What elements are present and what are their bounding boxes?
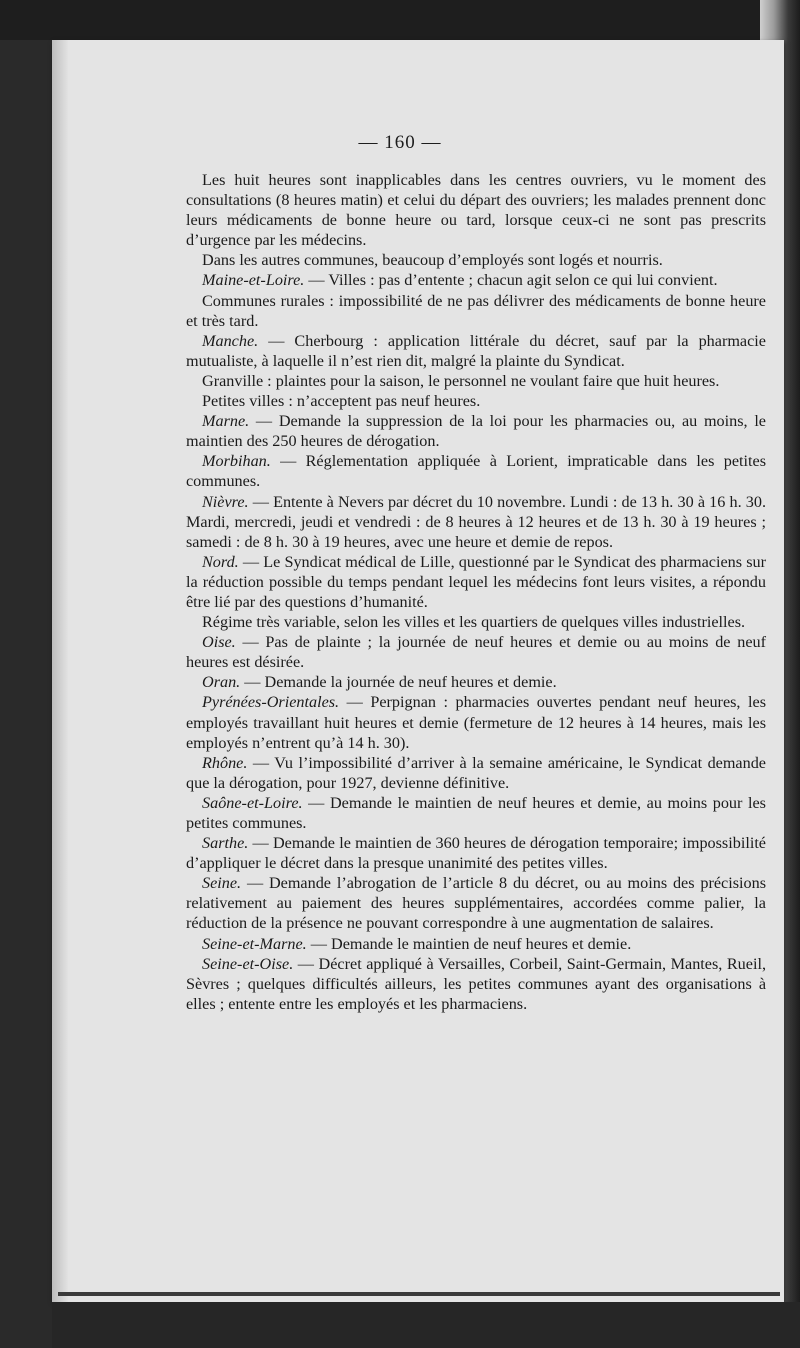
- paragraph: [186, 411, 766, 451]
- body-text: [186, 170, 766, 1014]
- paragraph-text: — Demande le maintien de neuf heures et demie, au moins pour les petites communes.: [186, 793, 766, 832]
- department-name: Seine-et-Oise.: [202, 954, 294, 973]
- paragraph: [186, 793, 766, 833]
- paragraph: [186, 391, 766, 411]
- paragraph: [186, 934, 766, 954]
- paragraph-text: — Le Syndicat médical de Lille, questionné par le Syndicat des pharmaciens sur la réduction possible du temps pendant lequel les médecins font leurs visites, a répondu être lié par des questions d’humanité.: [186, 552, 766, 611]
- paragraph-text: — Demande la suppression de la loi pour les pharmacies ou, au moins, le maintien des 250 heures de dérogation.: [186, 412, 766, 451]
- paragraph-text: — Décret appliqué à Versailles, Corbeil, Saint-Germain, Mantes, Rueil, Sèvres ; quelques difficultés ailleurs, les petites communes ayant des organisations à elles ; entente entre les employés et les pharmaciens.: [186, 954, 766, 1013]
- paragraph: [186, 552, 766, 612]
- page-number: — 160 —: [358, 132, 442, 153]
- department-name: Saône-et-Loire.: [202, 793, 303, 812]
- paragraph-text: — Demande le maintien de neuf heures et demie.: [306, 934, 632, 953]
- paragraph-text: — Entente à Nevers par décret du 10 novembre. Lundi : de 13 h. 30 à 16 h. 30. Mardi, mercredi, jeudi et vendredi : de 8 heures à 12 heures et de 13 h. 30 à 19 heures ; samedi : de 8 h. 30 à 19 heures, avec une heure et demie de repos.: [186, 492, 766, 551]
- page-edge-shadow: [58, 1292, 780, 1296]
- paragraph-text: — Demande le maintien de 360 heures de dérogation temporaire; impossibilité d’appliquer le décret dans la presque unanimité des petites villes.: [186, 834, 766, 873]
- paragraph: [186, 170, 766, 250]
- paragraph: [186, 291, 766, 331]
- paragraph-text: Granville : plaintes pour la saison, le personnel ne voulant faire que huit heures.: [202, 371, 720, 390]
- paragraph: [186, 371, 766, 391]
- paragraph-text: — Demande l’abrogation de l’article 8 du décret, ou au moins des précisions relativement au paiement des heures supplémentaires, accordées comme palier, la réduction de la présence ne pouvant correspondre à une augmentation de salaires.: [186, 874, 766, 933]
- paragraph: [186, 873, 766, 933]
- department-name: Sarthe.: [202, 834, 249, 853]
- paragraph: [186, 451, 766, 491]
- paragraph: [186, 672, 766, 692]
- department-name: Maine-et-Loire.: [202, 271, 305, 290]
- scan-background-top: [0, 0, 800, 40]
- paragraph-text: Dans les autres communes, beaucoup d’employés sont logés et nourris.: [202, 251, 663, 270]
- paragraph: [186, 492, 766, 552]
- paragraph: [186, 632, 766, 672]
- department-name: Marne.: [202, 412, 250, 431]
- paragraph: [186, 270, 766, 290]
- department-name: Pyrénées-Orientales.: [202, 693, 340, 712]
- department-name: Oran.: [202, 673, 241, 692]
- department-name: Nièvre.: [202, 492, 249, 511]
- department-name: Seine.: [202, 874, 242, 893]
- page-binding-shadow: [52, 40, 68, 1302]
- department-name: Morbihan.: [202, 452, 271, 471]
- paragraph: [186, 833, 766, 873]
- paragraph-text: — Demande la journée de neuf heures et demie.: [240, 673, 557, 692]
- paragraph-text: — Vu l’impossibilité d’arriver à la semaine américaine, le Syndicat demande que la dérogation, pour 1927, devienne définitive.: [186, 753, 766, 792]
- paragraph: [186, 954, 766, 1014]
- paragraph: [186, 250, 766, 270]
- paragraph: [186, 612, 766, 632]
- paragraph-text: Les huit heures sont inapplicables dans les centres ouvriers, vu le moment des consultations (8 heures matin) et celui du départ des ouvriers; les malades prennent donc leurs médicaments de bonne heure ou tard, lorsque ceux-ci ne sont pas prescrits d’urgence par les médecins.: [186, 171, 766, 250]
- department-name: Nord.: [202, 552, 239, 571]
- department-name: Oise.: [202, 633, 236, 652]
- paragraph-text: — Réglementation appliquée à Lorient, impraticable dans les petites communes.: [186, 452, 766, 491]
- scan-background-bottom: [52, 1302, 800, 1348]
- paragraph-text: — Perpignan : pharmacies ouvertes pendant neuf heures, les employés travaillant huit heures et demie (fermeture de 12 heures à 14 heures, mais les employés n’entrent qu’à 14 h. 30).: [186, 693, 766, 752]
- department-name: Seine-et-Marne.: [202, 934, 307, 953]
- paragraph-text: Régime très variable, selon les villes et les quartiers de quelques villes industrielles.: [202, 613, 746, 632]
- paragraph-text: Petites villes : n’acceptent pas neuf heures.: [202, 392, 481, 411]
- paragraph: [186, 753, 766, 793]
- department-name: Manche.: [202, 331, 259, 350]
- paragraph: [186, 331, 766, 371]
- paragraph-text: Communes rurales : impossibilité de ne pas délivrer des médicaments de bonne heure et très tard.: [186, 291, 766, 330]
- paragraph-text: — Pas de plainte ; la journée de neuf heures et demie ou au moins de neuf heures est désirée.: [186, 633, 766, 672]
- department-name: Rhône.: [202, 753, 248, 772]
- paragraph-text: — Cherbourg : application littérale du décret, sauf par la pharmacie mutualiste, à laquelle il n’est rien dit, malgré la plainte du Syndicat.: [186, 331, 766, 370]
- paragraph: [186, 692, 766, 752]
- paragraph-text: — Villes : pas d’entente ; chacun agit selon ce qui lui convient.: [304, 271, 718, 290]
